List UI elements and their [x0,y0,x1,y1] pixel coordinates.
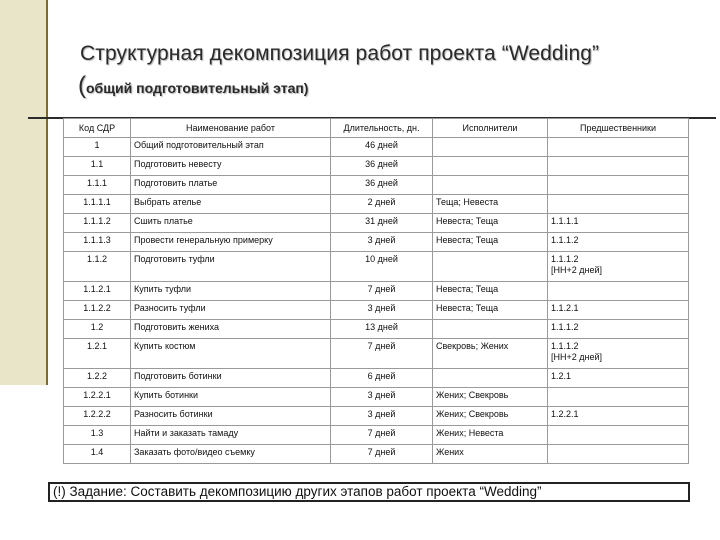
decorative-side-bar [0,0,48,385]
cell-code: 1.1.1 [64,176,131,195]
task-note: (!) Задание: Составить декомпозицию других этапов работ проекта “Wedding” [48,482,690,502]
table-row [64,214,689,233]
cell-name: Подготовить ботинки [131,369,331,388]
cell-predecessors [548,407,689,426]
header-predecessors: Предшественники [548,119,689,138]
table-row [64,195,689,214]
cell-name: Заказать фото/видео съемку [131,445,331,464]
cell-executors [433,320,548,339]
table-row [64,138,689,157]
cell-code: 1.1 [64,157,131,176]
cell-executors [433,369,548,388]
pred-line: 1.1.2.1 [551,303,579,313]
cell-name: Купить ботинки [131,388,331,407]
cell-code: 1.2.2 [64,369,131,388]
cell-name: Купить туфли [131,282,331,301]
table-row [64,157,689,176]
cell-duration: 31 дней [331,214,433,233]
cell-name: Провести генеральную примерку [131,233,331,252]
cell-name: Общий подготовительный этап [131,138,331,157]
wbs-table [63,118,689,464]
cell-executors [433,157,548,176]
cell-name: Подготовить невесту [131,157,331,176]
table-row [64,252,689,282]
page-subtitle [78,72,308,100]
cell-executors: Жених [433,445,548,464]
cell-predecessors [548,369,689,388]
table-row [64,301,689,320]
cell-code: 1.2 [64,320,131,339]
pred-line: 1.2.1 [551,371,572,381]
cell-code: 1.2.2.2 [64,407,131,426]
cell-executors [433,252,548,282]
cell-predecessors [548,214,689,233]
cell-code: 1.2.1 [64,339,131,369]
cell-code: 1.2.2.1 [64,388,131,407]
cell-duration: 36 дней [331,176,433,195]
cell-executors [433,176,548,195]
cell-duration: 2 дней [331,195,433,214]
subtitle-text: общий подготовительный этап) [86,80,309,96]
cell-executors: Свекровь; Жених [433,339,548,369]
cell-executors: Жених; Свекровь [433,388,548,407]
cell-predecessors [548,426,689,445]
header-name: Наименование работ [131,119,331,138]
pred-lag: [НН+2 дней] [551,352,603,362]
cell-name: Подготовить платье [131,176,331,195]
cell-name: Купить костюм [131,339,331,369]
cell-duration: 3 дней [331,233,433,252]
cell-duration: 3 дней [331,407,433,426]
table-row [64,339,689,369]
cell-duration: 36 дней [331,157,433,176]
table-row [64,388,689,407]
cell-code: 1.3 [64,426,131,445]
cell-name: Подготовить туфли [131,252,331,282]
table-header-row [64,119,689,138]
cell-executors [433,138,548,157]
cell-predecessors [548,176,689,195]
cell-code: 1.1.2 [64,252,131,282]
cell-name: Найти и заказать тамаду [131,426,331,445]
cell-predecessors [548,282,689,301]
cell-duration: 6 дней [331,369,433,388]
pred-line: 1.1.1.2 [551,254,579,264]
header-executors: Исполнители [433,119,548,138]
table-row [64,407,689,426]
cell-code: 1.4 [64,445,131,464]
cell-duration: 3 дней [331,301,433,320]
table-row [64,445,689,464]
cell-code: 1.1.1.1 [64,195,131,214]
cell-name: Сшить платье [131,214,331,233]
cell-name: Разносить туфли [131,301,331,320]
cell-executors: Невеста; Теща [433,282,548,301]
table-row [64,426,689,445]
cell-name: Подготовить жениха [131,320,331,339]
cell-executors: Невеста; Теща [433,214,548,233]
cell-duration: 7 дней [331,282,433,301]
table-row [64,176,689,195]
cell-executors: Невеста; Теща [433,301,548,320]
subtitle-paren: ( [78,72,86,99]
pred-line: 1.1.1.1 [551,216,579,226]
cell-duration: 7 дней [331,426,433,445]
cell-executors: Жених; Свекровь [433,407,548,426]
table-row [64,233,689,252]
cell-code: 1.1.2.2 [64,301,131,320]
pred-line: 1.1.1.2 [551,322,579,332]
header-code: Код СДР [64,119,131,138]
cell-predecessors [548,157,689,176]
cell-name: Разносить ботинки [131,407,331,426]
cell-predecessors [548,301,689,320]
page-title: Структурная декомпозиция работ проекта “Wedding” [80,42,600,65]
cell-code: 1.1.1.3 [64,233,131,252]
cell-executors: Жених; Невеста [433,426,548,445]
pred-line: 1.2.2.1 [551,409,579,419]
pred-line: 1.1.1.2 [551,341,579,351]
cell-predecessors [548,445,689,464]
cell-predecessors [548,233,689,252]
cell-predecessors [548,320,689,339]
table-row [64,282,689,301]
table-row [64,320,689,339]
cell-duration: 46 дней [331,138,433,157]
cell-duration: 10 дней [331,252,433,282]
cell-executors: Теща; Невеста [433,195,548,214]
cell-code: 1.1.2.1 [64,282,131,301]
cell-predecessors [548,252,689,282]
pred-line: 1.1.1.2 [551,235,579,245]
cell-duration: 3 дней [331,388,433,407]
header-duration: Длительность, дн. [331,119,433,138]
cell-code: 1 [64,138,131,157]
cell-predecessors [548,339,689,369]
cell-executors: Невеста; Теща [433,233,548,252]
cell-duration: 7 дней [331,445,433,464]
cell-predecessors [548,138,689,157]
cell-duration: 13 дней [331,320,433,339]
cell-predecessors [548,195,689,214]
table-row [64,369,689,388]
cell-name: Выбрать ателье [131,195,331,214]
pred-lag: [НН+2 дней] [551,265,603,275]
cell-duration: 7 дней [331,339,433,369]
cell-predecessors [548,388,689,407]
cell-code: 1.1.1.2 [64,214,131,233]
